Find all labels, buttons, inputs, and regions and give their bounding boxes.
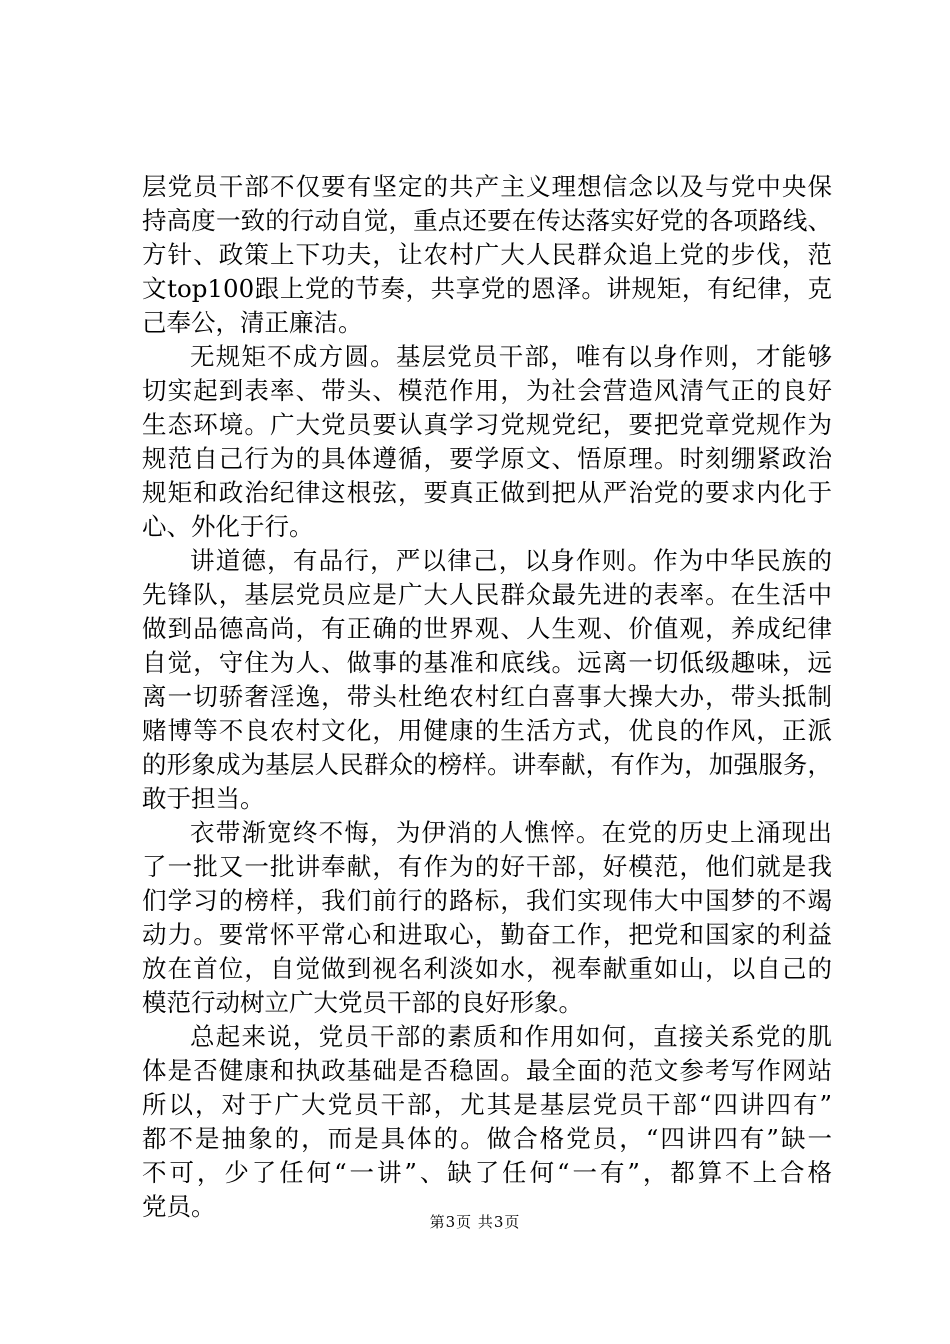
paragraph — [142, 170, 832, 340]
text-line: 心、外化于行。 — [142, 512, 314, 541]
text-line: 规矩和政治纪律这根弦，要真正做到把从严治党的要求内化于 — [142, 478, 832, 507]
text-line: 体是否健康和执政基础是否稳固。最全面的范文参考写作网站 — [142, 1056, 832, 1085]
text-line: 了一批又一批讲奉献，有作为的好干部，好模范，他们就是我 — [142, 852, 832, 881]
text-line: 先锋队，基层党员应是广大人民群众最先进的表率。在生活中 — [142, 580, 832, 609]
text-line: 持高度一致的行动自觉，重点还要在传达落实好党的各项路线、 — [142, 206, 832, 235]
text-line: 放在首位，自觉做到视名利淡如水，视奉献重如山，以自己的 — [142, 954, 832, 983]
text-line: 层党员干部不仅要有坚定的共产主义理想信念以及与党中央保 — [142, 172, 832, 201]
text-line: 赌博等不良农村文化，用健康的生活方式，优良的作风，正派 — [142, 716, 832, 745]
text-line: 自觉，守住为人、做事的基准和底线。远离一切低级趣味，远 — [142, 648, 832, 677]
text-line: 们学习的榜样，我们前行的路标，我们实现伟大中国梦的不竭 — [142, 886, 832, 915]
text-line: 衣带渐宽终不悔，为伊消的人憔悴。在党的历史上涌现出 — [190, 818, 832, 847]
text-line: 讲道德，有品行，严以律己，以身作则。作为中华民族的 — [190, 546, 832, 575]
document-body — [142, 170, 832, 1224]
text-line: 所以，对于广大党员干部，尤其是基层党员干部“四讲四有” — [142, 1090, 832, 1119]
text-line: 己奉公，清正廉洁。 — [142, 308, 363, 337]
text-line: 离一切骄奢淫逸，带头杜绝农村红白喜事大操大办，带头抵制 — [142, 682, 832, 711]
text-line: 切实起到表率、带头、模范作用，为社会营造风清气正的良好 — [142, 376, 832, 405]
text-line: 党员。 — [142, 1192, 216, 1221]
text-line: 生态环境。广大党员要认真学习党规党纪，要把党章党规作为 — [142, 410, 832, 439]
text-line: 无规矩不成方圆。基层党员干部，唯有以身作则，才能够 — [190, 342, 832, 371]
text-line: 都不是抽象的，而是具体的。做合格党员，“四讲四有”缺一 — [142, 1124, 832, 1153]
text-line: 的形象成为基层人民群众的榜样。讲奉献，有作为，加强服务， — [142, 750, 832, 779]
paragraph — [142, 544, 832, 816]
text-line: 方针、政策上下功夫，让农村广大人民群众追上党的步伐，范 — [142, 240, 832, 269]
text-line: 规范自己行为的具体遵循，要学原文、悟原理。时刻绷紧政治 — [142, 444, 832, 473]
paragraph — [142, 340, 832, 544]
text-line: 文top100跟上党的节奏，共享党的恩泽。讲规矩，有纪律，克 — [142, 274, 832, 303]
text-line: 敢于担当。 — [142, 784, 265, 813]
text-line: 不可，少了任何“一讲”、缺了任何“一有”，都算不上合格 — [142, 1158, 832, 1187]
text-line: 动力。要常怀平常心和进取心，勤奋工作，把党和国家的利益 — [142, 920, 832, 949]
text-line: 模范行动树立广大党员干部的良好形象。 — [142, 988, 583, 1017]
text-line: 做到品德高尚，有正确的世界观、人生观、价值观，养成纪律 — [142, 614, 832, 643]
paragraph — [142, 1020, 832, 1224]
page-footer: 第3页 共3页 — [429, 1213, 521, 1231]
paragraph — [142, 816, 832, 1020]
text-line: 总起来说，党员干部的素质和作用如何，直接关系党的肌 — [190, 1022, 832, 1051]
